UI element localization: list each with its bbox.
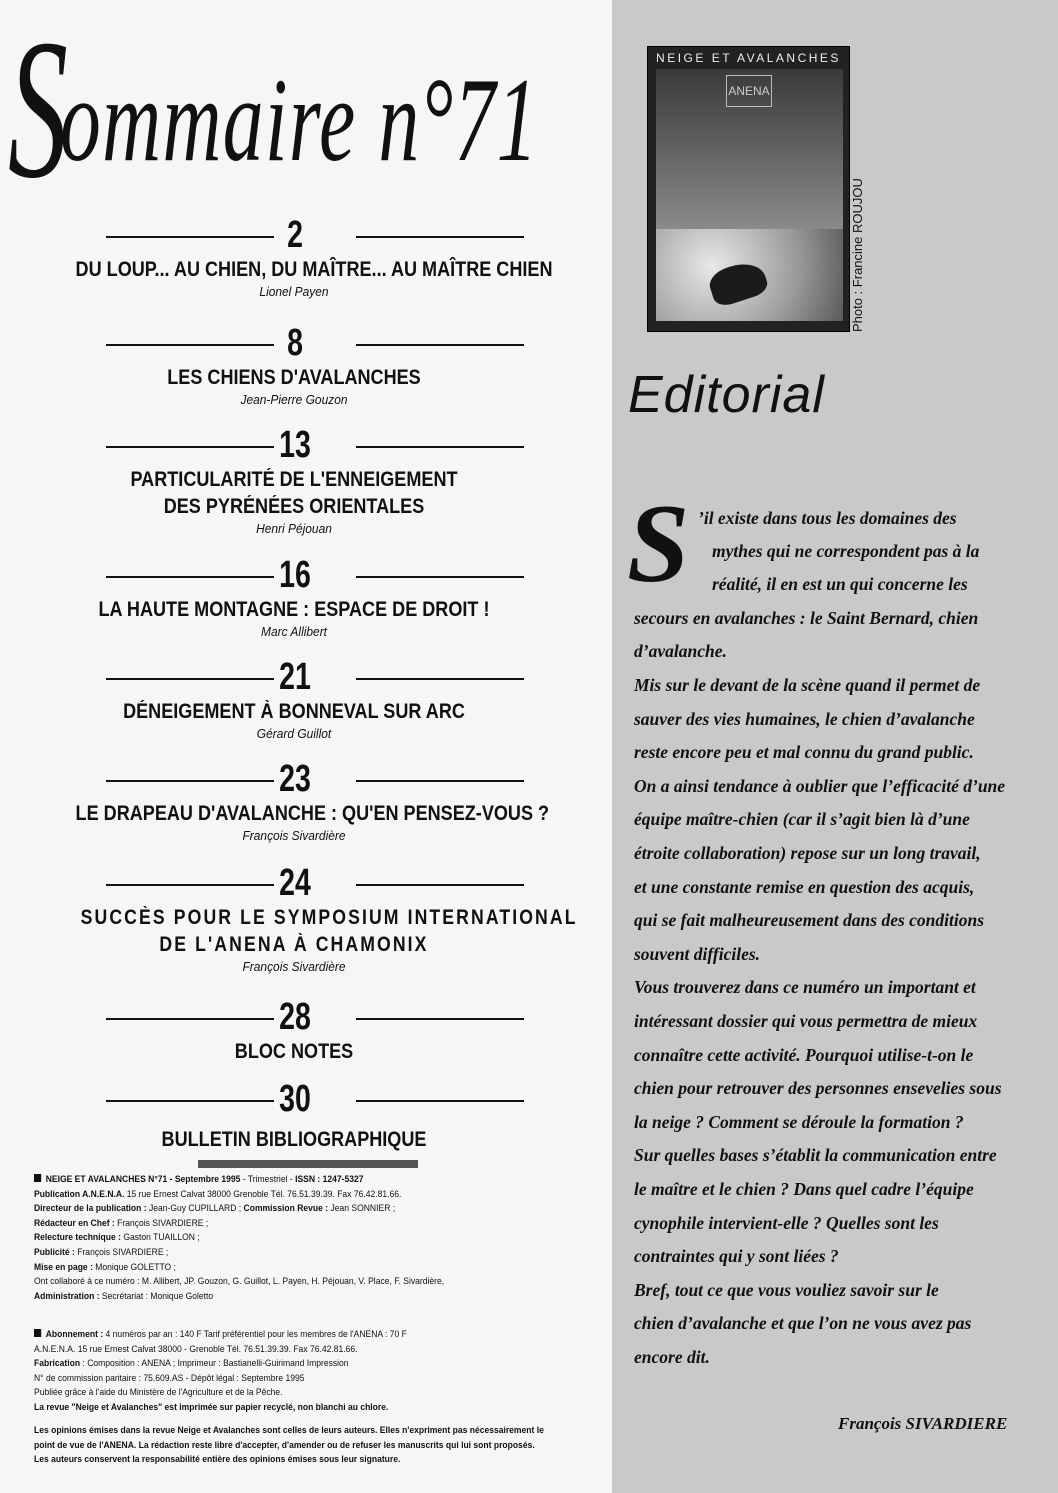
- toc-page: 2: [287, 214, 303, 256]
- editorial-line: réalité, il en est un qui concerne les: [712, 574, 968, 594]
- toc-author: François Sivardière: [242, 959, 346, 974]
- toc-page: 21: [279, 656, 311, 698]
- editorial-line: équipe maître-chien (car il s’agit bien là d’une: [634, 809, 970, 829]
- toc-title: BULLETIN BIBLIOGRAPHIQUE: [161, 1128, 427, 1151]
- editorial-line: Sur quelles bases s’établit la communication entre: [634, 1145, 997, 1165]
- colophon-block-1: NEIGE ET AVALANCHES N°71 - Septembre 1995 - Trimestriel - ISSN : 1247-5327 Publication A.N.E.N.A. 15 rue Ernest Calvat 38000 Grenoble Tél. 76.51.39.39. Fax 76.42.81.66. Directeur de la publication : Jean-Guy CUPILLARD ; Commission Revue : Jean SONNIER ; Rédacteur en Chef : François SIVARDIERE ; Relecture technique : Gaston TUAILLON ; Publicité : François SIVARDIERE ; Mise en page : Monique GOLETTO ; Ont collaboré à ce numéro : M. Allibert, JP. Gouzon, G. Guillot, L. Payen, H. Péjouan, V. Place, F. Sivardière, Administration : Secrétariat : Monique Goletto: [34, 1174, 445, 1302]
- toc-title-line: SUCCÈS POUR LE SYMPOSIUM INTERNATIONAL: [80, 906, 578, 929]
- toc-entry: [40, 758, 570, 844]
- toc-title-line: DES PYRÉNÉES ORIENTALES: [163, 495, 425, 518]
- editorial-line: et une constante remise en question des acquis,: [634, 877, 975, 897]
- divider-bar: [198, 1160, 418, 1168]
- toc-title-line: DE L'ANENA À CHAMONIX: [159, 933, 429, 956]
- editorial-line: cynophile intervient-elle ? Quelles sont les: [634, 1213, 939, 1233]
- editorial-line: Bref, tout ce que vous vouliez savoir sur le: [634, 1280, 939, 1300]
- anena-logo: ANENA: [726, 75, 772, 107]
- editorial-line: Vous trouverez dans ce numéro un important et: [634, 977, 976, 997]
- toc-title: LES CHIENS D'AVALANCHES: [167, 366, 421, 389]
- toc-entry: [40, 214, 570, 300]
- editorial-line: Mis sur le devant de la scène quand il permet de: [634, 675, 981, 695]
- toc-author: Marc Allibert: [260, 624, 328, 639]
- editorial-line: d’avalanche.: [634, 641, 727, 661]
- square-bullet-icon: [34, 1329, 41, 1337]
- page-title: [8, 0, 608, 230]
- toc-page: 13: [279, 424, 311, 466]
- toc-entry: [40, 424, 570, 537]
- editorial-line: contraintes qui y sont liées ?: [634, 1246, 839, 1266]
- toc-title-line: PARTICULARITÉ DE L'ENNEIGEMENT: [130, 468, 458, 491]
- editorial-line: chien pour retrouver des personnes ensevelies sous: [634, 1078, 1002, 1098]
- editorial-heading: Editorial: [628, 366, 825, 424]
- editorial-signature: François SIVARDIERE: [838, 1414, 1008, 1433]
- toc-author: Gérard Guillot: [256, 726, 332, 741]
- editorial-line: chien d’avalanche et que l’on ne vous avez pas: [634, 1313, 972, 1333]
- toc-title: DU LOUP... AU CHIEN, DU MAÎTRE... AU MAÎTRE CHIEN: [75, 258, 553, 281]
- editorial-line: reste encore peu et mal connu du grand public.: [634, 742, 974, 762]
- magazine-cover-image: [647, 46, 850, 332]
- toc-title: LA HAUTE MONTAGNE : ESPACE DE DROIT !: [98, 598, 490, 621]
- toc-entry: [40, 996, 570, 1065]
- photo-credit: Photo : Francine ROUJOU: [850, 178, 865, 332]
- drop-cap: S: [627, 482, 690, 606]
- toc-title: DÉNEIGEMENT À BONNEVAL SUR ARC: [123, 700, 465, 723]
- editorial-line: mythes qui ne correspondent pas à la: [712, 541, 980, 561]
- toc-entry: [40, 322, 570, 408]
- editorial-line: ’il existe dans tous les domaines des: [698, 508, 957, 528]
- toc-page: 23: [279, 758, 311, 800]
- toc-title: LE DRAPEAU D'AVALANCHE : QU'EN PENSEZ-VOUS ?: [75, 802, 550, 825]
- toc-title: BLOC NOTES: [234, 1040, 354, 1063]
- editorial-line: le maître et le chien ? Dans quel cadre l’équipe: [634, 1179, 974, 1199]
- editorial-line: souvent difficiles.: [634, 944, 761, 964]
- disclaimer: Les opinions émises dans la revue Neige et Avalanches sont celles de leurs auteurs. Elles n'expriment pas nécessairement le point de vue de l'ANENA. La rédaction reste libre d'accepter, d'amender ou de refuser les manuscrits qui lui sont proposés. Les auteurs conservent la responsabilité entière des opinions émises sous leur signature.: [34, 1425, 544, 1466]
- toc-author: François Sivardière: [242, 828, 346, 843]
- title-text: ommaire n°71: [60, 53, 539, 186]
- toc-author: Lionel Payen: [259, 284, 329, 299]
- toc-page: 28: [279, 996, 311, 1038]
- toc-page: 30: [279, 1078, 311, 1120]
- editorial-line: On a ainsi tendance à oublier que l’efficacité d’une: [634, 776, 1006, 796]
- square-bullet-icon: [34, 1174, 41, 1182]
- toc-author: Henri Péjouan: [256, 521, 332, 536]
- editorial-line: encore dit.: [634, 1347, 710, 1367]
- colophon-block-2: Abonnement : 4 numéros par an : 140 F Tarif préférentiel pour les membres de l'ANENA : 70 F A.N.E.N.A. 15 rue Ernest Calvat 38000 - Grenoble Tél. 76.51.39.39. Fax 76.42.81.66. Fabrication : Composition : ANENA ; Imprimeur : Bastianelli-Guirimand Impression N° de commission paritaire : 75.609.AS - Dépôt légal : Septembre 1995 Publiée grâce à l'aide du Ministère de l'Agriculture et de la Pêche. La revue "Neige et Avalanches" est imprimée sur papier recyclé, non blanchi au chlore.: [34, 1329, 407, 1413]
- editorial-line: secours en avalanches : le Saint Bernard, chien: [634, 608, 979, 628]
- editorial-line: étroite collaboration) repose sur un long travail,: [634, 843, 981, 863]
- title-initial: S: [8, 0, 68, 220]
- toc-page: 16: [279, 554, 311, 596]
- editorial-line: intéressant dossier qui vous permettra de mieux: [634, 1011, 978, 1031]
- toc-page: 8: [287, 322, 303, 364]
- toc-entry: [40, 1078, 570, 1153]
- editorial-line: la neige ? Comment se déroule la formation ?: [634, 1112, 964, 1132]
- editorial-line: connaître cette activité. Pourquoi utilise-t-on le: [634, 1045, 974, 1065]
- toc-entry: [40, 862, 578, 975]
- cover-masthead: NEIGE ET AVALANCHES: [656, 51, 841, 65]
- toc-author: Jean-Pierre Gouzon: [240, 392, 348, 407]
- toc-entry: [40, 554, 570, 640]
- toc-page: 24: [279, 862, 311, 904]
- toc-entry: [40, 656, 570, 742]
- editorial-line: qui se fait malheureusement dans des conditions: [634, 910, 985, 930]
- editorial-line: sauver des vies humaines, le chien d’avalanche: [634, 709, 975, 729]
